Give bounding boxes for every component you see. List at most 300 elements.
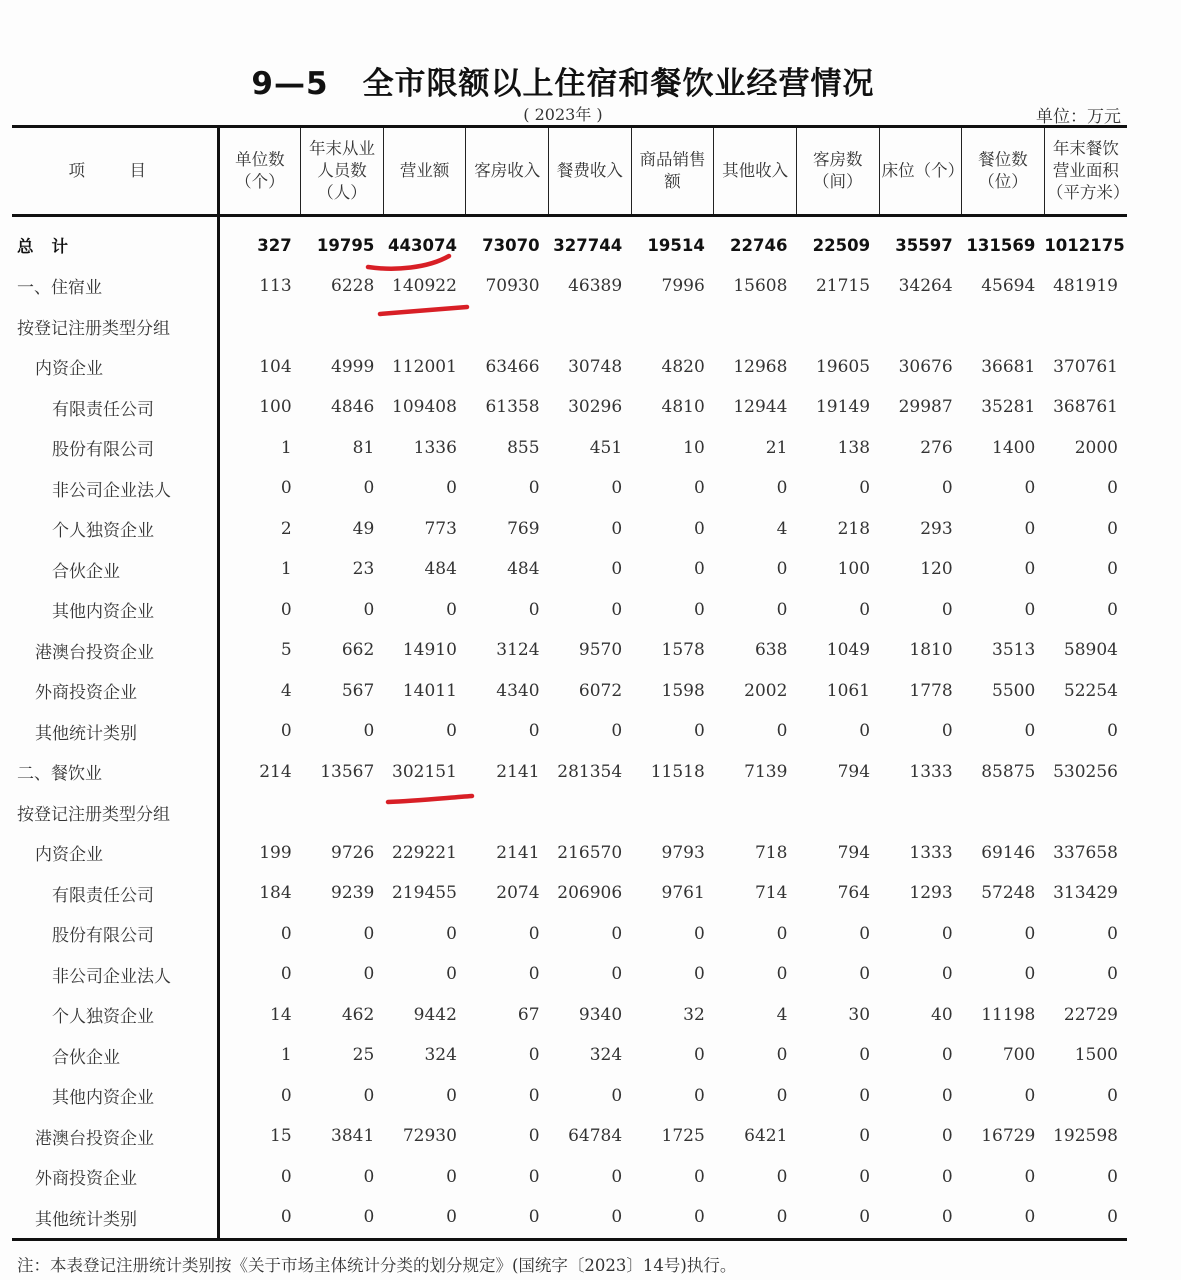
table-cell: 1810	[909, 640, 953, 661]
table-cell: 30748	[568, 356, 623, 377]
table-cell	[714, 792, 797, 833]
column-header-item: 项 目	[12, 127, 218, 216]
table-cell: 0	[714, 1197, 797, 1239]
table-cell: 0	[363, 964, 375, 985]
table-cell: 0	[528, 599, 540, 620]
table-cell: 0	[631, 1197, 714, 1239]
table-cell: 19605	[815, 356, 871, 377]
table-cell: 15	[270, 1126, 292, 1147]
table-cell: 0	[693, 964, 705, 985]
column-header: 其他收入	[714, 127, 797, 216]
table-cell: 0	[1024, 478, 1036, 499]
table-cell: 0	[941, 721, 953, 742]
table-cell: 0	[1107, 559, 1118, 580]
table-cell: 0	[859, 599, 871, 620]
row-label: 外商投资企业	[12, 671, 218, 712]
table-cell: 131569	[966, 235, 1036, 255]
table-cell: 0	[611, 721, 623, 742]
table-cell: 4846	[331, 397, 375, 418]
row-label: 按登记注册类型分组	[12, 792, 218, 833]
table-cell: 0	[611, 1085, 623, 1106]
table-cell: 638	[754, 640, 788, 661]
table-cell: 0	[1024, 599, 1036, 620]
table-cell: 0	[363, 478, 375, 499]
table-cell: 45694	[981, 275, 1036, 296]
table-cell: 19149	[815, 397, 871, 418]
table-cell: 0	[693, 599, 705, 620]
table-cell: 794	[837, 842, 871, 863]
table-cell: 14011	[402, 680, 457, 701]
table-cell: 773	[424, 518, 457, 539]
table-cell: 0	[280, 964, 292, 985]
column-header: 年末从业人员数（人）	[301, 127, 384, 216]
table-cell: 0	[776, 1166, 788, 1187]
table-row	[12, 1197, 1127, 1239]
table-cell: 214	[259, 761, 292, 782]
table-cell: 855	[507, 437, 540, 458]
table-cell: 281354	[557, 761, 623, 782]
table-cell: 11198	[981, 1004, 1036, 1025]
table-cell: 7996	[661, 275, 705, 296]
table-cell: 100	[259, 397, 292, 418]
table-cell: 1	[280, 437, 292, 458]
table-cell: 7139	[744, 761, 788, 782]
row-label: 外商投资企业	[12, 1157, 218, 1198]
column-header: 商品销售额	[631, 127, 714, 216]
row-label: 股份有限公司	[12, 428, 218, 469]
table-cell: 216570	[557, 842, 623, 863]
table-cell: 0	[1107, 478, 1118, 499]
table-cell: 1333	[909, 761, 953, 782]
table-cell: 2141	[496, 842, 540, 863]
column-header: 年末餐饮营业面积（平方米）	[1044, 127, 1127, 216]
table-cell: 25	[352, 1045, 375, 1066]
table-cell: 0	[941, 478, 953, 499]
table-cell: 1578	[661, 640, 705, 661]
row-label: 有限责任公司	[12, 873, 218, 914]
table-cell: 1293	[909, 883, 953, 904]
table-row	[12, 1157, 1127, 1198]
table-cell: 21715	[815, 275, 871, 296]
table-cell	[466, 792, 549, 833]
table-cell: 6072	[578, 680, 623, 701]
table-cell: 14910	[402, 640, 457, 661]
table-cell: 199	[259, 842, 292, 863]
table-row	[12, 1116, 1127, 1157]
table-cell: 794	[837, 761, 871, 782]
table-row	[12, 347, 1127, 388]
table-cell: 0	[1024, 518, 1036, 539]
table-cell: 0	[859, 1166, 871, 1187]
table-cell: 370761	[1053, 356, 1118, 377]
table-cell: 0	[1107, 721, 1118, 742]
table-cell: 327	[257, 235, 292, 255]
table-cell: 451	[589, 437, 623, 458]
table-cell: 276	[920, 437, 953, 458]
table-cell: 1	[280, 1045, 292, 1066]
table-cell: 32	[683, 1004, 705, 1025]
table-cell: 0	[693, 721, 705, 742]
table-cell: 0	[611, 518, 623, 539]
table-title: 全市限额以上住宿和餐饮业经营情况	[362, 66, 875, 102]
row-label: 港澳台投资企业	[12, 1116, 218, 1157]
table-cell: 484	[424, 559, 457, 580]
statistics-table	[12, 125, 1130, 1241]
row-label: 内资企业	[12, 347, 218, 388]
table-cell: 23	[352, 559, 375, 580]
table-cell: 0	[859, 478, 871, 499]
table-cell: 0	[1024, 1166, 1036, 1187]
row-label: 合伙企业	[12, 1035, 218, 1076]
table-cell	[1044, 792, 1127, 833]
table-cell: 0	[859, 923, 871, 944]
table-cell: 0	[528, 1126, 540, 1147]
table-cell	[962, 792, 1045, 833]
table-cell	[383, 792, 466, 833]
table-cell: 0	[280, 721, 292, 742]
table-cell: 100	[837, 559, 871, 580]
table-cell: 484	[507, 559, 540, 580]
table-cell: 0	[1107, 1085, 1118, 1106]
statistics-table-container	[12, 125, 1130, 1241]
table-cell: 0	[796, 1197, 879, 1239]
row-label: 一、住宿业	[12, 266, 218, 307]
header-row	[12, 127, 1127, 216]
table-cell: 0	[1107, 964, 1118, 985]
table-cell: 1725	[661, 1126, 705, 1147]
table-cell: 4999	[331, 356, 375, 377]
table-cell: 9726	[331, 842, 375, 863]
table-row	[12, 387, 1127, 428]
table-cell: 70930	[485, 275, 540, 296]
table-cell: 327744	[553, 235, 623, 255]
table-cell: 0	[528, 1045, 540, 1066]
row-label: 内资企业	[12, 833, 218, 874]
page-title	[0, 58, 1126, 103]
table-cell: 0	[941, 1166, 953, 1187]
table-row	[12, 216, 1127, 266]
table-cell: 0	[1024, 559, 1036, 580]
table-cell: 6228	[331, 275, 375, 296]
table-cell: 0	[879, 1197, 962, 1239]
table-cell: 1336	[413, 437, 457, 458]
table-cell: 35281	[981, 397, 1036, 418]
table-cell: 0	[446, 1166, 457, 1187]
table-cell	[466, 306, 549, 347]
table-cell: 46389	[568, 275, 623, 296]
table-cell: 1598	[661, 680, 705, 701]
table-cell: 0	[528, 964, 540, 985]
column-header: 客房收入	[466, 127, 549, 216]
table-cell: 22729	[1063, 1004, 1118, 1025]
table-cell: 0	[941, 964, 953, 985]
table-cell	[549, 306, 632, 347]
table-cell: 0	[528, 478, 540, 499]
table-cell: 4	[280, 680, 292, 701]
table-number: 9—5	[251, 66, 329, 102]
table-row	[12, 509, 1127, 550]
table-cell: 0	[1107, 599, 1118, 620]
table-cell: 140922	[392, 275, 457, 296]
table-cell: 22746	[730, 235, 788, 255]
table-cell	[796, 306, 879, 347]
table-cell	[218, 306, 301, 347]
table-cell	[714, 306, 797, 347]
table-cell: 16729	[981, 1126, 1036, 1147]
table-cell: 0	[1024, 721, 1036, 742]
table-row	[12, 306, 1127, 347]
table-cell: 0	[776, 478, 788, 499]
table-cell	[383, 306, 466, 347]
table-cell: 52254	[1063, 680, 1118, 701]
table-cell: 229221	[392, 842, 457, 863]
table-cell: 2000	[1074, 437, 1118, 458]
table-cell: 462	[341, 1004, 375, 1025]
table-cell: 0	[859, 1045, 871, 1066]
table-cell: 40	[931, 1004, 953, 1025]
table-cell: 12944	[733, 397, 788, 418]
table-cell: 9570	[578, 640, 623, 661]
table-cell	[1044, 306, 1127, 347]
table-cell: 0	[363, 1166, 375, 1187]
table-cell: 0	[280, 1166, 292, 1187]
table-cell: 206906	[557, 883, 623, 904]
column-header: 客房数（间）	[796, 127, 879, 216]
table-cell: 324	[589, 1045, 623, 1066]
table-cell: 0	[776, 1045, 788, 1066]
table-cell: 2	[280, 518, 292, 539]
table-cell: 0	[363, 599, 375, 620]
table-row	[12, 671, 1127, 712]
table-cell	[962, 306, 1045, 347]
row-label: 港澳台投资企业	[12, 630, 218, 671]
table-cell: 0	[280, 599, 292, 620]
table-cell: 0	[776, 559, 788, 580]
table-cell	[301, 306, 384, 347]
table-cell: 0	[1024, 964, 1036, 985]
table-cell: 0	[1024, 1085, 1036, 1106]
table-cell: 2002	[744, 680, 788, 701]
table-cell: 0	[776, 721, 788, 742]
table-cell: 13567	[320, 761, 375, 782]
table-cell: 481919	[1053, 275, 1118, 296]
row-label: 合伙企业	[12, 549, 218, 590]
table-row	[12, 873, 1127, 914]
column-header: 餐费收入	[549, 127, 632, 216]
table-cell: 120	[920, 559, 953, 580]
table-cell: 1049	[826, 640, 871, 661]
table-cell: 72930	[402, 1126, 457, 1147]
table-cell: 0	[528, 721, 540, 742]
table-cell: 0	[611, 478, 623, 499]
table-cell: 567	[341, 680, 375, 701]
table-cell: 769	[507, 518, 540, 539]
table-cell: 0	[280, 1085, 292, 1106]
table-cell	[796, 792, 879, 833]
table-cell: 0	[218, 1197, 301, 1239]
table-cell: 0	[941, 1085, 953, 1106]
table-cell: 0	[611, 964, 623, 985]
row-label: 按登记注册类型分组	[12, 306, 218, 347]
table-cell: 0	[446, 923, 457, 944]
table-cell: 192598	[1053, 1126, 1118, 1147]
table-cell: 0	[611, 599, 623, 620]
table-cell	[549, 792, 632, 833]
table-cell: 0	[363, 721, 375, 742]
table-cell: 0	[611, 923, 623, 944]
table-cell: 0	[693, 1045, 705, 1066]
table-row	[12, 833, 1127, 874]
table-cell: 0	[693, 478, 705, 499]
row-label: 个人独资企业	[12, 995, 218, 1036]
row-label: 个人独资企业	[12, 509, 218, 550]
table-cell: 10	[683, 437, 705, 458]
table-cell: 2074	[496, 883, 540, 904]
table-cell: 0	[941, 923, 953, 944]
table-cell: 6421	[744, 1126, 788, 1147]
row-label: 非公司企业法人	[12, 954, 218, 995]
table-cell: 30676	[898, 356, 953, 377]
table-cell: 112001	[392, 356, 457, 377]
table-row	[12, 792, 1127, 833]
table-cell: 368761	[1053, 397, 1118, 418]
table-cell: 0	[693, 559, 705, 580]
table-cell: 81	[352, 437, 375, 458]
table-cell: 0	[776, 964, 788, 985]
table-cell: 9239	[331, 883, 375, 904]
table-cell: 64784	[568, 1126, 623, 1147]
table-cell: 714	[754, 883, 788, 904]
table-cell: 0	[859, 721, 871, 742]
table-row	[12, 468, 1127, 509]
row-label: 其他内资企业	[12, 590, 218, 631]
table-cell: 0	[280, 478, 292, 499]
table-cell: 0	[1107, 1166, 1118, 1187]
table-row	[12, 914, 1127, 955]
table-row	[12, 752, 1127, 793]
year-caption: ( 2023年 )	[523, 105, 603, 124]
table-cell: 1012175	[1044, 235, 1125, 255]
table-cell: 1400	[992, 437, 1036, 458]
table-cell: 219455	[392, 883, 457, 904]
table-cell: 0	[859, 964, 871, 985]
table-cell: 700	[1002, 1045, 1036, 1066]
table-cell: 0	[528, 923, 540, 944]
table-cell: 1061	[826, 680, 871, 701]
table-cell: 67	[517, 1004, 540, 1025]
table-row	[12, 1035, 1127, 1076]
table-row	[12, 711, 1127, 752]
table-cell: 0	[1024, 923, 1036, 944]
table-cell	[879, 792, 962, 833]
table-cell: 57248	[981, 883, 1036, 904]
table-cell: 0	[962, 1197, 1045, 1239]
table-cell: 443074	[388, 235, 457, 255]
table-cell: 4820	[661, 356, 705, 377]
table-cell: 2141	[496, 761, 540, 782]
row-label: 非公司企业法人	[12, 468, 218, 509]
table-cell: 109408	[392, 397, 457, 418]
table-cell: 0	[301, 1197, 384, 1239]
table-cell	[879, 306, 962, 347]
table-cell: 764	[837, 883, 871, 904]
table-cell	[218, 792, 301, 833]
table-row	[12, 590, 1127, 631]
table-cell: 85875	[981, 761, 1036, 782]
column-header: 单位数（个）	[218, 127, 301, 216]
table-cell: 0	[941, 1045, 953, 1066]
table-cell: 0	[383, 1197, 466, 1239]
table-cell: 0	[1107, 518, 1118, 539]
table-cell: 15608	[733, 275, 788, 296]
table-cell: 138	[837, 437, 871, 458]
table-cell: 14	[270, 1004, 292, 1025]
table-cell: 0	[528, 1166, 540, 1187]
table-cell: 4	[776, 1004, 788, 1025]
table-cell: 0	[941, 1126, 953, 1147]
row-label: 其他内资企业	[12, 1076, 218, 1117]
column-header: 床位（个）	[879, 127, 962, 216]
table-cell: 0	[1044, 1197, 1127, 1239]
table-cell: 4810	[661, 397, 705, 418]
table-cell: 0	[446, 964, 457, 985]
table-cell: 69146	[981, 842, 1036, 863]
table-cell: 29987	[898, 397, 953, 418]
table-cell: 0	[363, 923, 375, 944]
table-cell: 313429	[1053, 883, 1118, 904]
table-cell: 0	[859, 1126, 871, 1147]
table-row	[12, 428, 1127, 469]
table-cell: 11518	[650, 761, 705, 782]
table-cell: 3841	[331, 1126, 375, 1147]
table-cell: 12968	[733, 356, 788, 377]
table-cell: 337658	[1053, 842, 1118, 863]
table-cell: 0	[446, 478, 457, 499]
table-cell	[631, 792, 714, 833]
table-cell: 0	[611, 559, 623, 580]
table-cell: 0	[611, 1166, 623, 1187]
table-cell: 302151	[392, 761, 457, 782]
table-cell: 22509	[812, 235, 871, 255]
table-row	[12, 995, 1127, 1036]
table-cell: 0	[693, 518, 705, 539]
table-cell: 0	[1107, 923, 1118, 944]
table-cell: 58904	[1063, 640, 1118, 661]
table-cell: 184	[259, 883, 292, 904]
unit-label: 单位：万元	[1036, 107, 1121, 127]
table-cell: 4340	[496, 680, 540, 701]
table-cell: 0	[528, 1085, 540, 1106]
table-cell: 49	[352, 518, 375, 539]
table-cell: 36681	[981, 356, 1036, 377]
row-label: 总计	[12, 216, 218, 266]
table-cell: 73070	[482, 235, 540, 255]
table-cell: 1	[280, 559, 292, 580]
table-cell: 9340	[578, 1004, 623, 1025]
table-cell: 530256	[1053, 761, 1118, 782]
table-cell: 3124	[496, 640, 540, 661]
table-cell: 293	[920, 518, 953, 539]
table-cell	[301, 792, 384, 833]
table-cell: 3513	[992, 640, 1036, 661]
table-cell: 0	[693, 1166, 705, 1187]
table-cell: 1778	[909, 680, 953, 701]
table-cell: 0	[280, 923, 292, 944]
table-cell: 34264	[898, 275, 953, 296]
table-cell: 9761	[661, 883, 705, 904]
table-cell: 30296	[568, 397, 623, 418]
table-cell: 218	[837, 518, 871, 539]
